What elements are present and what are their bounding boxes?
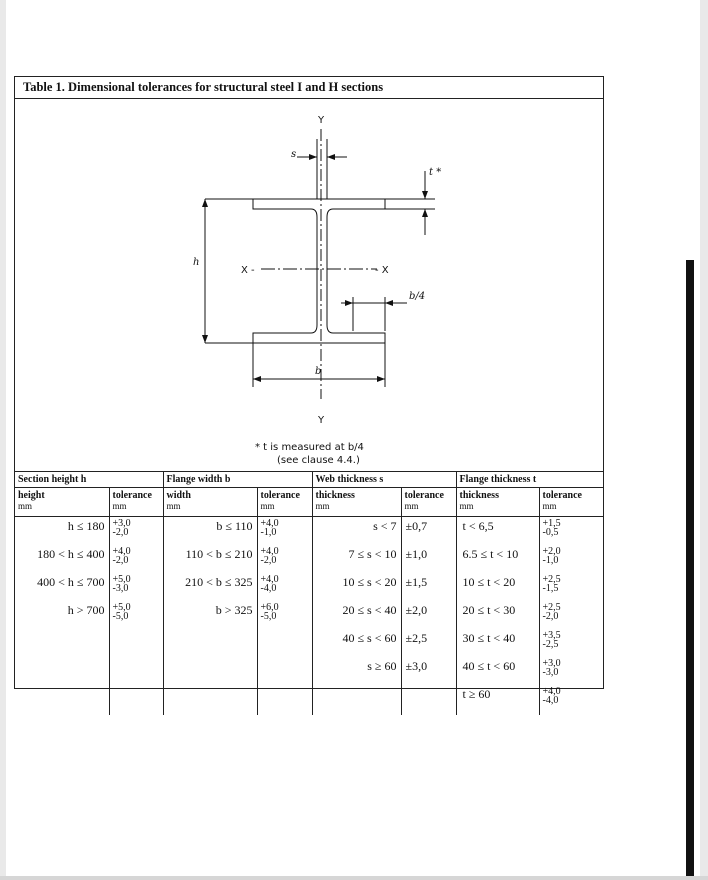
web-tolerance-cell: ±1,0 [401, 545, 456, 573]
width-range-cell [163, 629, 257, 657]
web-tolerance-cell [401, 685, 456, 715]
tolerance-minus: -3,0 [112, 583, 129, 594]
axis-x-left-label: X - [241, 265, 255, 276]
subheader-flange-tol: tolerance mm [539, 488, 603, 517]
width-range-cell [163, 657, 257, 685]
flange-tolerance-cell [539, 545, 603, 573]
tolerance-minus: -2,0 [542, 611, 559, 622]
table-frame [14, 76, 604, 706]
flange-range-cell: 20 ≤ t < 30 [456, 601, 539, 629]
height-tolerance-cell [109, 685, 163, 715]
section-height-label: h [193, 257, 200, 268]
tolerance-plus: +2,5 [542, 602, 561, 613]
tolerance-plus: +2,5 [542, 574, 561, 585]
height-tolerance-cell [109, 601, 163, 629]
width-range-cell: b ≤ 110 [163, 517, 257, 546]
tolerance-plus: +5,0 [112, 574, 131, 585]
tolerance-minus: -4,0 [542, 695, 559, 706]
tolerance-table [15, 471, 603, 715]
web-range-cell: 20 ≤ s < 40 [312, 601, 401, 629]
width-tolerance-cell [257, 685, 312, 715]
web-tolerance-cell: ±0,7 [401, 517, 456, 546]
height-tolerance-cell [109, 657, 163, 685]
page-edge [684, 0, 700, 876]
tolerance-plus: +2,0 [542, 546, 561, 557]
axis-x-right-label: - X [375, 265, 389, 276]
width-range-cell: 110 < b ≤ 210 [163, 545, 257, 573]
flange-width-label: b [315, 366, 322, 377]
tolerance-plus: +4,0 [542, 686, 561, 697]
web-tolerance-cell: ±2,0 [401, 601, 456, 629]
height-range-cell [15, 629, 109, 657]
flange-tolerance-cell [539, 685, 603, 715]
flange-range-cell: 10 ≤ t < 20 [456, 573, 539, 601]
tolerance-minus: -2,5 [542, 639, 559, 650]
flange-tolerance-cell [539, 629, 603, 657]
height-range-cell: h > 700 [67, 603, 105, 617]
web-tolerance-cell: ±2,5 [401, 629, 456, 657]
figure-note-line1: * t is measured at b/4 [255, 442, 364, 453]
tolerance-minus: -1,5 [542, 583, 559, 594]
flange-range-cell: t ≥ 60 [456, 685, 539, 715]
axis-y-bottom-label: Y [317, 415, 325, 426]
tolerance-plus: +1,5 [542, 518, 561, 529]
height-range-cell: 400 < h ≤ 700 [37, 575, 105, 589]
flange-thickness-label: t * [429, 167, 442, 178]
height-range-cell [15, 657, 109, 685]
tolerance-plus: +6,0 [260, 602, 279, 613]
subheader-flange: thickness mm [456, 488, 539, 517]
flange-range-cell: 40 ≤ t < 60 [456, 657, 539, 685]
width-tolerance-cell [257, 545, 312, 573]
group-header-width: Flange width b [163, 472, 312, 488]
table-row [15, 657, 603, 685]
subheader-height-tol: tolerance mm [109, 488, 163, 517]
tolerance-minus: -5,0 [260, 611, 277, 622]
table-caption: Table 1. Dimensional tolerances for structural steel I and H sections [15, 77, 603, 99]
tolerance-plus: +4,0 [112, 546, 131, 557]
tolerance-plus: +4,0 [260, 518, 279, 529]
subheader-web-tol: tolerance mm [401, 488, 456, 517]
group-header-flange: Flange thickness t [456, 472, 603, 488]
web-range-cell: s ≥ 60 [312, 657, 401, 685]
web-tolerance-cell: ±1,5 [401, 573, 456, 601]
height-tolerance-cell [109, 629, 163, 657]
tolerance-minus: -4,0 [260, 583, 277, 594]
tolerance-minus: -2,0 [112, 527, 129, 538]
tolerance-minus: -2,0 [260, 555, 277, 566]
tolerance-minus: -3,0 [542, 667, 559, 678]
flange-range-cell: 6.5 ≤ t < 10 [456, 545, 539, 573]
tolerance-plus: +3,0 [542, 658, 561, 669]
width-range-cell: b > 325 [163, 601, 257, 629]
width-range-cell: 210 < b ≤ 325 [163, 573, 257, 601]
group-header-web: Web thickness s [312, 472, 456, 488]
table-row [15, 545, 603, 573]
axis-y-top-label: Y [317, 115, 325, 126]
flange-tolerance-cell [539, 517, 603, 546]
subheader-web: thickness mm [312, 488, 401, 517]
width-range-cell [163, 685, 257, 715]
subheader-width-tol: tolerance mm [257, 488, 312, 517]
tolerance-plus: +4,0 [260, 574, 279, 585]
table-row [15, 685, 603, 715]
flange-range-cell: 30 ≤ t < 40 [456, 629, 539, 657]
height-range-cell: 180 < h ≤ 400 [37, 547, 105, 561]
table-row [15, 517, 603, 546]
height-range-cell: h ≤ 180 [67, 519, 105, 533]
flange-tolerance-cell [539, 601, 603, 629]
width-tolerance-cell [257, 657, 312, 685]
figure-note-line2: (see clause 4.4.) [277, 455, 360, 466]
tolerance-minus: -1,0 [542, 555, 559, 566]
web-range-cell [312, 685, 401, 715]
tolerance-minus: -2,0 [112, 555, 129, 566]
quarter-width-label: b/4 [409, 291, 426, 302]
web-tolerance-cell: ±3,0 [401, 657, 456, 685]
page-bottom-edge [0, 876, 708, 880]
width-tolerance-cell [257, 601, 312, 629]
subheader-height: height mm [15, 488, 109, 517]
tolerance-plus: +3,0 [112, 518, 131, 529]
web-range-cell: 10 ≤ s < 20 [312, 573, 401, 601]
tolerance-plus: +5,0 [112, 602, 131, 613]
subheader-width: width mm [163, 488, 257, 517]
i-section-outline [253, 199, 385, 343]
height-range-cell [15, 685, 109, 715]
height-tolerance-cell [109, 573, 163, 601]
tolerance-minus: -5,0 [112, 611, 129, 622]
height-tolerance-cell [109, 517, 163, 546]
width-tolerance-cell [257, 573, 312, 601]
tolerance-minus: -0,5 [542, 527, 559, 538]
flange-tolerance-cell [539, 573, 603, 601]
tolerance-plus: +3,5 [542, 630, 561, 641]
web-range-cell: 40 ≤ s < 60 [312, 629, 401, 657]
i-section-diagram [15, 99, 603, 471]
web-range-cell: s < 7 [312, 517, 401, 546]
table-row [15, 573, 603, 601]
tolerance-plus: +4,0 [260, 546, 279, 557]
web-range-cell: 7 ≤ s < 10 [312, 545, 401, 573]
web-thickness-label: s [291, 149, 297, 160]
width-tolerance-cell [257, 629, 312, 657]
flange-range-cell: t < 6,5 [456, 517, 539, 546]
group-header-height: Section height h [15, 472, 163, 488]
table-row [15, 601, 603, 629]
table-row [15, 629, 603, 657]
tolerance-minus: -1,0 [260, 527, 277, 538]
height-tolerance-cell [109, 545, 163, 573]
width-tolerance-cell [257, 517, 312, 546]
flange-tolerance-cell [539, 657, 603, 685]
